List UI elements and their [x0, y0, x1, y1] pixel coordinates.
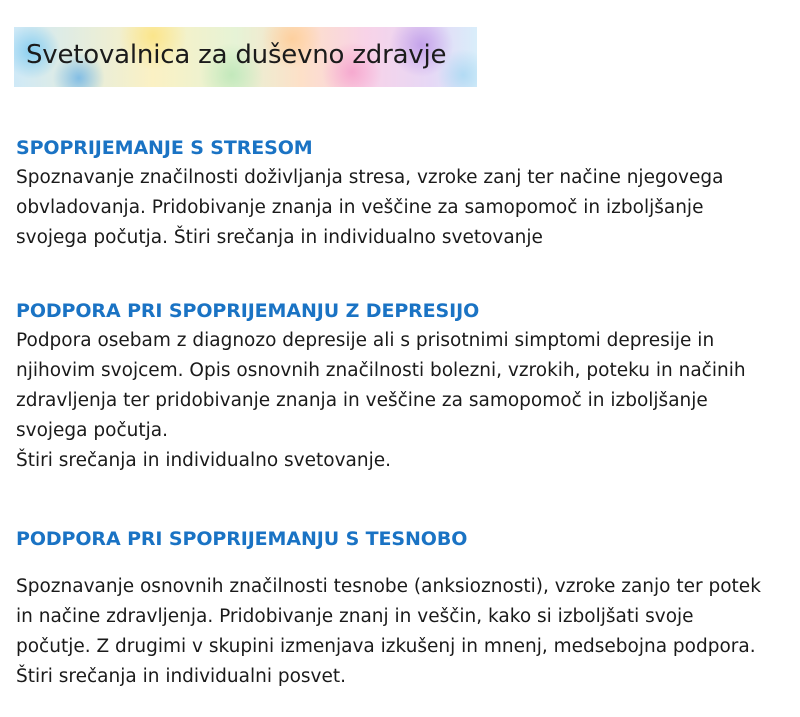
section-heading-stress: SPOPRIJEMANJE S STRESOM	[16, 137, 313, 159]
section-paragraph: Spoznavanje značilnosti doživljanja stresa, vzroke zanj ter načine njegovega obvladovanja. Pridobivanje znanja in veščine za samopomoč in izboljšanje svojega počutja. Štiri srečanja in individualno svetovanje	[16, 167, 724, 248]
section-depression	[16, 299, 773, 476]
header-banner	[14, 27, 477, 87]
section-anxiety	[16, 527, 773, 692]
section-paragraph: Podpora osebam z diagnozo depresije ali s prisotnimi simptomi depresije in njihovim svojcem. Opis osnovnih značilnosti bolezni, vzrokih, poteku in načinih zdravljenja ter pridobivanje znanja in veščine za samopomoč in izboljšanje svojega počutja.	[16, 330, 746, 441]
section-heading-anxiety: PODPORA PRI SPOPRIJEMANJU S TESNOBO	[16, 528, 468, 550]
section-stress	[16, 136, 773, 253]
section-paragraph: Spoznavanje osnovnih značilnosti tesnobe (anksioznosti), vzroke zanjo ter potek in načine zdravljenja. Pridobivanje znanj in veščin, kako si izboljšati svoje počutje. Z drugimi v skupini izmenjava izkušenj in mnenj, medsebojna podpora. Štiri srečanja in individualni posvet.	[16, 576, 761, 687]
section-heading-depression: PODPORA PRI SPOPRIJEMANJU Z DEPRESIJO	[16, 300, 480, 322]
page-title: Svetovalnica za duševno zdravje	[26, 40, 447, 70]
section-paragraph: Štiri srečanja in individualno svetovanje.	[16, 450, 391, 471]
